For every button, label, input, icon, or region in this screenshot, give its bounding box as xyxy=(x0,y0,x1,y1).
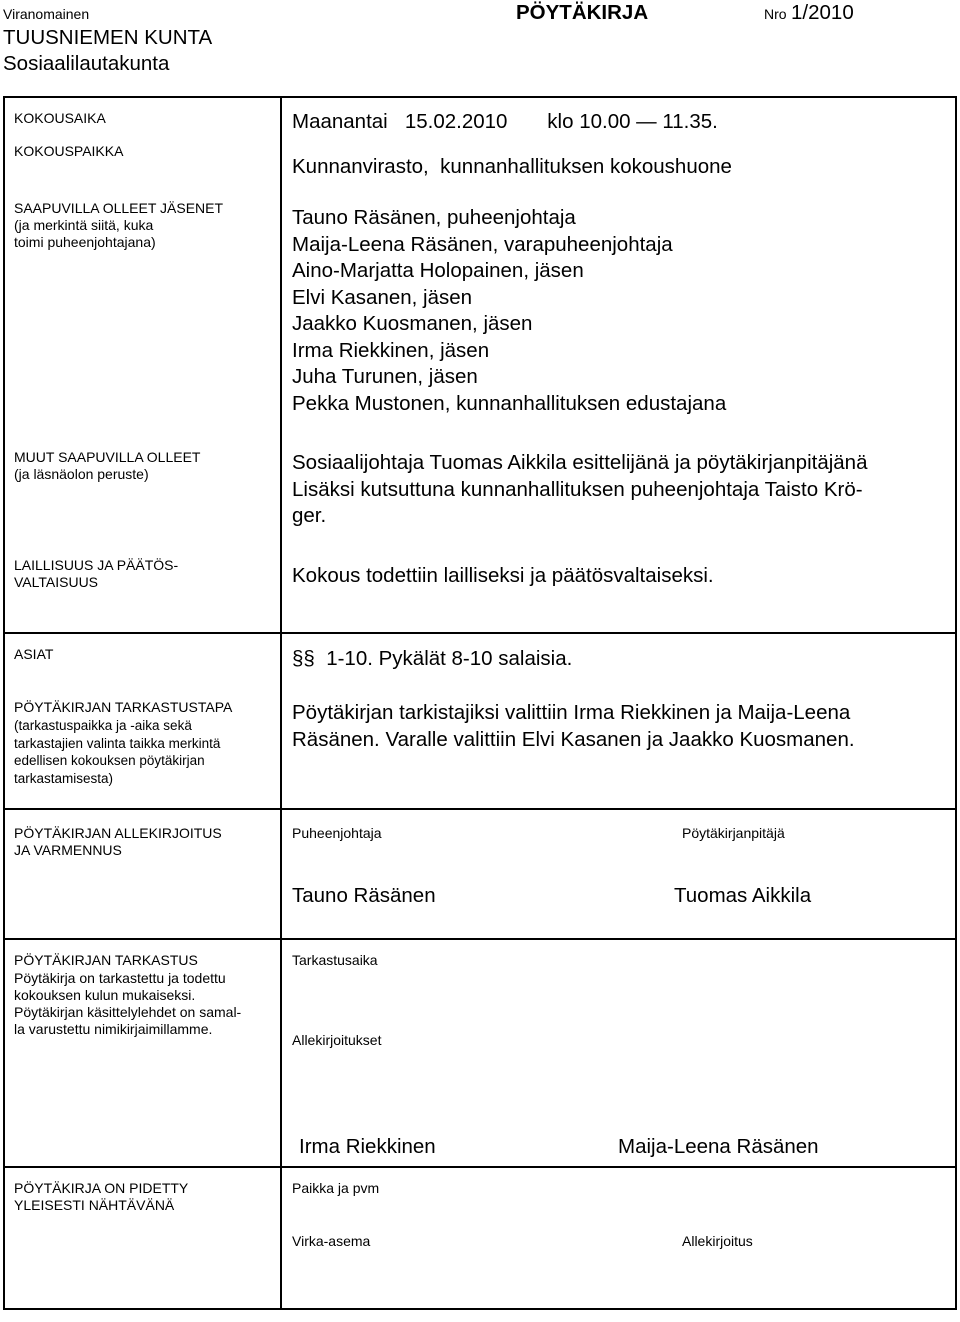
member-name: Pekka Mustonen, kunnanhallituksen edustajana xyxy=(292,391,727,415)
review-method-label: PÖYTÄKIRJAN TARKASTUSTAPA xyxy=(14,699,233,715)
meeting-place-label: KOKOUSPAIKKA xyxy=(14,143,124,159)
doc-number xyxy=(764,1,854,25)
meeting-time-value: Maanantai 15.02.2010 klo 10.00 — 11.35. xyxy=(292,110,718,133)
chair-label: Puheenjohtaja xyxy=(292,825,382,841)
legality-value: Kokous todettiin lailliseksi ja päätösvaltaiseksi. xyxy=(292,564,714,587)
chair-name: Tauno Räsänen xyxy=(292,884,436,907)
legality-label: LAILLISUUS JA PÄÄTÖS- VALTAISUUS xyxy=(14,557,179,590)
member-name: Tauno Räsänen, puheenjohtaja xyxy=(292,206,576,229)
member-name: Maija-Leena Räsänen, varapuheenjohtaja xyxy=(292,232,673,256)
members-label: SAAPUVILLA OLLEET JÄSENET (ja merkintä siitä, kuka toimi puheenjohtajana) xyxy=(14,200,224,250)
board-name: Sosiaalilautakunta xyxy=(3,52,170,75)
municipality-name: TUUSNIEMEN KUNTA xyxy=(3,26,213,49)
authority-label: Viranomainen xyxy=(3,6,90,22)
member-name: Aino-Marjatta Holopainen, jäsen xyxy=(292,259,584,282)
others-value: Sosiaalijohtaja Tuomas Aikkila esittelijänä ja pöytäkirjanpitäjänä Lisäksi kutsuttuna kunnanhallituksen puheenjohtaja Taisto Krö- ger. xyxy=(292,451,868,527)
matters-value: §§ 1-10. Pykälät 8-10 salaisia. xyxy=(292,647,573,670)
rule-right xyxy=(955,96,957,1310)
secretary-name: Tuomas Aikkila xyxy=(674,884,812,907)
rule-top xyxy=(3,96,957,98)
meeting-time-label: KOKOUSAIKA xyxy=(14,110,106,126)
rule-middle xyxy=(280,96,282,1310)
public-signature-label: Allekirjoitus xyxy=(682,1233,753,1249)
matters-label: ASIAT xyxy=(14,646,54,662)
review-signer-2: Maija-Leena Räsänen xyxy=(618,1135,819,1158)
members-list xyxy=(292,205,726,417)
public-office-label: Virka-asema xyxy=(292,1233,371,1249)
review-label: PÖYTÄKIRJAN TARKASTUS xyxy=(14,952,198,968)
review-time-label: Tarkastusaika xyxy=(292,952,378,968)
review-signatures-label: Allekirjoitukset xyxy=(292,1032,382,1048)
member-name: Irma Riekkinen, jäsen xyxy=(292,338,490,362)
member-name: Jaakko Kuosmanen, jäsen xyxy=(292,312,533,335)
others-label: MUUT SAAPUVILLA OLLEET (ja läsnäolon peruste) xyxy=(14,449,201,482)
rule-review xyxy=(3,938,957,940)
public-place-label: Paikka ja pvm xyxy=(292,1180,380,1196)
review-text: Pöytäkirja on tarkastettu ja todettu kokouksen kulun mukaiseksi. Pöytäkirjan käsittelylehdet on samal- la varustettu nimikirjaimillamme. xyxy=(14,970,242,1037)
meeting-place-value: Kunnanvirasto, kunnanhallituksen kokoushuone xyxy=(292,155,732,178)
rule-left xyxy=(3,96,5,1310)
rule-public xyxy=(3,1166,957,1168)
doc-type: PÖYTÄKIRJA xyxy=(516,1,649,24)
review-method-sublabel: (tarkastuspaikka ja -aika sekä tarkastajien valinta taikka merkintä edellisen kokouksen pöytäkirjan tarkastamisesta) xyxy=(14,718,221,786)
doc-number-value: 1/2010 xyxy=(791,1,854,24)
rule-asiat xyxy=(3,632,957,634)
doc-number-label: Nro xyxy=(764,6,787,22)
rule-signatures xyxy=(3,808,957,810)
secretary-label: Pöytäkirjanpitäjä xyxy=(682,825,785,841)
signatures-label: PÖYTÄKIRJAN ALLEKIRJOITUS JA VARMENNUS xyxy=(14,825,222,858)
rule-bottom xyxy=(3,1308,957,1310)
public-label: PÖYTÄKIRJA ON PIDETTY YLEISESTI NÄHTÄVÄNÄ xyxy=(14,1180,189,1213)
review-signer-1: Irma Riekkinen xyxy=(299,1135,436,1158)
member-name: Juha Turunen, jäsen xyxy=(292,365,478,388)
review-method-value: Pöytäkirjan tarkistajiksi valittiin Irma Riekkinen ja Maija-Leena Räsänen. Varalle valittiin Elvi Kasanen ja Jaakko Kuosmanen. xyxy=(292,701,855,751)
member-name: Elvi Kasanen, jäsen xyxy=(292,285,473,309)
